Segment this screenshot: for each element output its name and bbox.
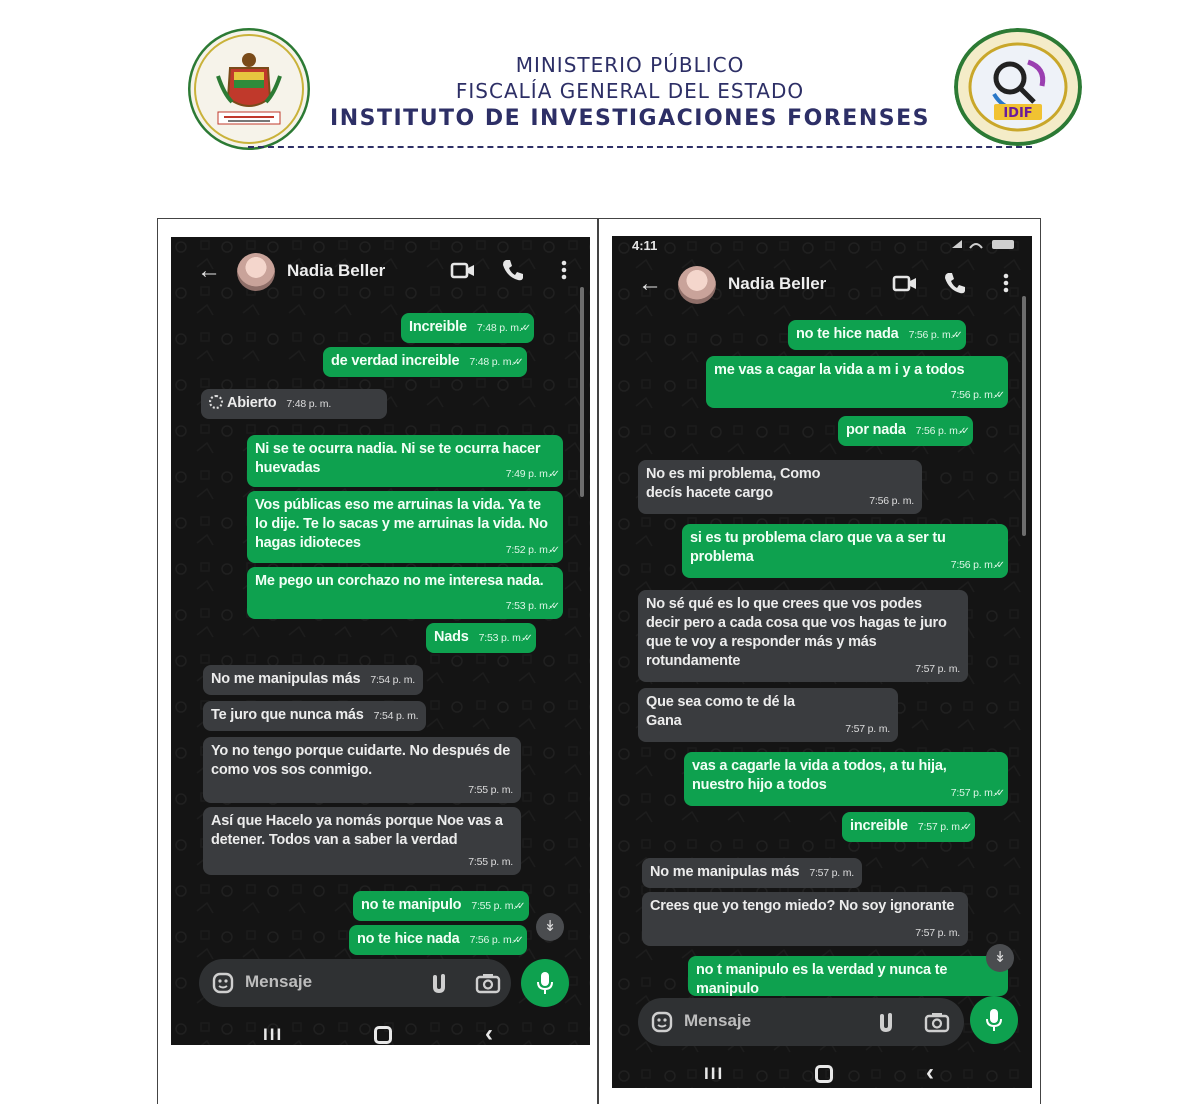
loading-status-icon [209,395,223,409]
message-bubble[interactable]: de verdad increible 7:48 p. m. ✓✓ [323,347,527,377]
chat-header [171,243,590,305]
contact-name[interactable]: Nadia Beller [728,274,827,293]
scroll-down-icon[interactable]: ↡ [536,913,564,941]
microphone-icon [535,971,555,995]
chat-screenshot-right [612,236,1032,1088]
video-call-icon[interactable] [890,268,920,298]
message-bubble[interactable]: no te manipulo 7:55 p. m. ✓✓ [353,891,529,921]
voice-call-icon[interactable] [498,255,528,285]
camera-icon[interactable] [475,971,501,995]
coat-of-arms-seal-icon [188,28,310,150]
message-bubble[interactable]: me vas a cagar la vida a m i y a todos 7:56 p. m. ✓✓ [706,356,1008,408]
message-bubble[interactable]: vas a cagarle la vida a todos, a tu hija, nuestro hijo a todos 7:57 p. m. ✓✓ [684,752,1008,806]
avatar[interactable] [237,253,275,291]
back-arrow-icon[interactable]: ← [638,270,662,297]
avatar[interactable] [678,266,716,304]
message-input[interactable] [199,959,511,1007]
prosecutor-office-title: FISCALÍA GENERAL DEL ESTADO [455,79,805,103]
emoji-icon[interactable] [211,971,235,995]
message-bubble[interactable]: No sé qué es lo que crees que vos podes decir pero a cada cosa que vos hagas te juro que te voy a responder más y más rotundamente 7:57 p. m. [638,590,968,682]
idif-seal-label: IDIF [1003,106,1033,121]
home-icon[interactable] [374,1026,392,1044]
header-divider [248,146,1032,148]
back-arrow-icon[interactable]: ← [197,257,221,284]
message-placeholder: Mensaje [245,972,313,991]
chat-screenshot-left [171,237,590,1045]
more-options-icon[interactable] [996,268,1016,298]
scrollbar[interactable] [1022,296,1026,536]
message-bubble[interactable]: Ni se te ocurra nadia. Ni se te ocurra hacer huevadas 7:49 p. m. ✓✓ [247,435,563,487]
message-placeholder: Mensaje [684,1011,752,1030]
message-bubble[interactable]: por nada 7:56 p. m. ✓✓ [838,416,973,446]
microphone-icon [984,1008,1004,1032]
message-bubble[interactable]: Increible 7:48 p. m. ✓✓ [401,313,534,343]
nav-back-icon[interactable]: ‹ [926,1059,934,1086]
message-bubble[interactable]: Me pego un corchazo no me interesa nada. 7:53 p. m. ✓✓ [247,567,563,619]
emoji-icon[interactable] [650,1010,674,1034]
message-bubble[interactable]: Abierto 7:48 p. m. [201,389,387,419]
contact-name[interactable]: Nadia Beller [287,261,386,280]
more-options-icon[interactable] [554,255,574,285]
message-input[interactable] [638,998,964,1046]
microphone-button[interactable] [521,959,569,1007]
scroll-down-icon[interactable]: ↡ [986,944,1014,972]
recent-apps-icon[interactable]: III [704,1064,725,1083]
camera-icon[interactable] [924,1010,950,1034]
attach-icon[interactable] [427,971,451,995]
video-call-icon[interactable] [448,255,478,285]
message-bubble[interactable]: si es tu problema claro que va a ser tu problema 7:56 p. m. ✓✓ [682,524,1008,578]
message-bubble[interactable]: no te hice nada 7:56 p. m. ✓✓ [788,320,966,350]
status-bar-time: 4:11 [632,238,658,253]
message-bubble[interactable]: Yo no tengo porque cuidarte. No después de como vos sos conmigo. 7:55 p. m. [203,737,521,803]
chat-header [612,256,1032,318]
message-bubble[interactable]: increible 7:57 p. m. ✓✓ [842,812,975,842]
message-bubble[interactable]: No es mi problema, Como decís hacete cargo 7:56 p. m. [638,460,922,514]
voice-call-icon[interactable] [940,268,970,298]
ministry-title: MINISTERIO PÚBLICO [515,53,745,77]
android-navigation-bar [612,1056,1032,1088]
message-bubble[interactable]: no te hice nada 7:56 p. m. ✓✓ [349,925,527,955]
android-navigation-bar [171,1017,590,1045]
home-icon[interactable] [815,1065,833,1083]
message-bubble[interactable]: no t manipulo es la verdad y nunca te manipulo [688,956,1008,996]
status-bar-icons [948,238,1018,250]
message-bubble[interactable]: No me manipulas más 7:57 p. m. [642,858,862,888]
message-bubble[interactable]: Nads 7:53 p. m. ✓✓ [426,623,536,653]
message-bubble[interactable]: Así que Hacelo ya nomás porque Noe vas a detener. Todos van a saber la verdad 7:55 p. m. [203,807,521,875]
recent-apps-icon[interactable]: III [263,1025,284,1044]
message-bubble[interactable]: Vos públicas eso me arruinas la vida. Ya te lo dije. Te lo sacas y me arruinas la vida. No hagas idioteces 7:52 p. m. ✓✓ [247,491,563,563]
nav-back-icon[interactable]: ‹ [485,1020,493,1045]
message-bubble[interactable]: Que sea como te dé la Gana 7:57 p. m. [638,688,898,742]
idif-seal-icon [954,28,1082,146]
microphone-button[interactable] [970,996,1018,1044]
message-bubble[interactable]: No me manipulas más 7:54 p. m. [203,665,423,695]
message-bubble[interactable]: Crees que yo tengo miedo? No soy ignorante 7:57 p. m. [642,892,968,946]
document-letterhead [310,52,950,134]
scrollbar[interactable] [580,287,584,497]
attach-icon[interactable] [874,1010,898,1034]
message-bubble[interactable]: Te juro que nunca más 7:54 p. m. [203,701,426,731]
institute-title: INSTITUTO DE INVESTIGACIONES FORENSES [330,106,930,131]
